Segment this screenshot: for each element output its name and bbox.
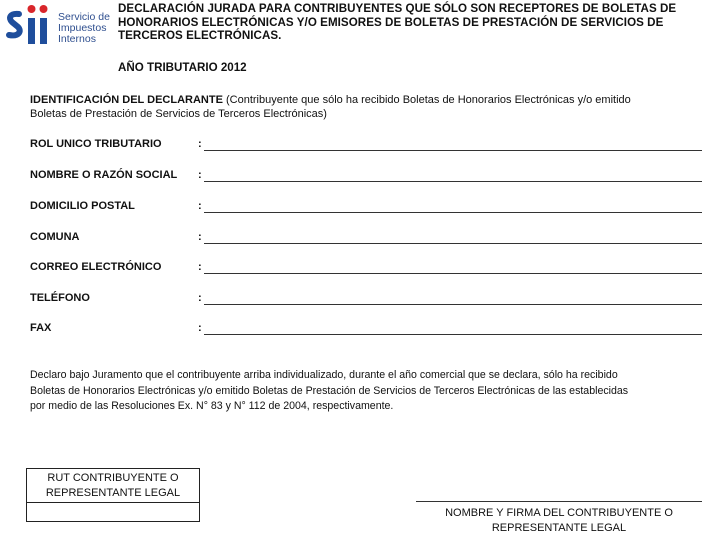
- sii-logo-mark: [4, 2, 54, 48]
- field-correo-line[interactable]: [204, 273, 702, 274]
- field-telefono-line[interactable]: [204, 304, 702, 305]
- title-line-1: DECLARACIÓN JURADA PARA CONTRIBUYENTES QUE SÓLO SON RECEPTORES DE BOLETAS DE: [118, 2, 677, 15]
- field-domicilio-label: DOMICILIO POSTAL: [30, 200, 135, 212]
- sworn-declaration: [30, 368, 710, 415]
- field-rut-colon: :: [198, 138, 202, 150]
- signature-line-1: NOMBRE Y FIRMA DEL CONTRIBUYENTE O: [445, 507, 673, 519]
- identification-heading: IDENTIFICACIÓN DEL DECLARANTE: [30, 94, 223, 106]
- logo-org-name: [58, 12, 110, 45]
- rut-box-line-1: RUT CONTRIBUYENTE O: [47, 472, 179, 484]
- field-rut[interactable]: [30, 138, 702, 154]
- declaration-line-2: Boletas de Honorarios Electrónicas y/o emitido Boletas de Prestación de Servicios de Terceros Electrónicas de las establecidas: [30, 384, 629, 397]
- field-domicilio-colon: :: [198, 200, 202, 212]
- signature-line-2: REPRESENTANTE LEGAL: [491, 522, 627, 534]
- tax-year: AÑO TRIBUTARIO 2012: [118, 61, 247, 74]
- field-fax-colon: :: [198, 322, 202, 334]
- field-fax[interactable]: [30, 322, 702, 338]
- field-comuna[interactable]: [30, 231, 702, 247]
- field-telefono-colon: :: [198, 292, 202, 304]
- field-rut-line[interactable]: [204, 150, 702, 151]
- document-title: [118, 2, 708, 43]
- sii-logo: [4, 2, 112, 48]
- field-correo-label: CORREO ELECTRÓNICO: [30, 261, 162, 273]
- field-comuna-label: COMUNA: [30, 231, 80, 243]
- rut-box-input-cell[interactable]: [27, 503, 199, 519]
- logo-org-line2: Impuestos: [58, 22, 107, 34]
- field-comuna-line[interactable]: [204, 243, 702, 244]
- rut-box-line-2: REPRESENTANTE LEGAL: [45, 487, 181, 499]
- declaration-line-1: Declaro bajo Juramento que el contribuyente arriba individualizado, durante el año comercial que se declara, sólo ha recibido: [30, 369, 618, 381]
- declaration-line-3: por medio de las Resoluciones Ex. N° 83 y N° 112 de 2004, respectivamente.: [30, 400, 394, 412]
- identification-note-1: (Contribuyente que sólo ha recibido Boletas de Honorarios Electrónicas y/o emitido: [222, 94, 631, 106]
- field-correo-colon: :: [198, 261, 202, 273]
- field-nombre-label: NOMBRE O RAZÓN SOCIAL: [30, 169, 178, 181]
- rut-box: [26, 468, 200, 522]
- field-nombre-colon: :: [198, 169, 202, 181]
- title-line-3: TERCEROS ELECTRÓNICAS.: [118, 29, 282, 42]
- field-comuna-colon: :: [198, 231, 202, 243]
- field-nombre-line[interactable]: [204, 181, 702, 182]
- field-domicilio-line[interactable]: [204, 212, 702, 213]
- field-rut-label: ROL UNICO TRIBUTARIO: [30, 138, 162, 150]
- field-telefono-label: TELÉFONO: [30, 292, 90, 304]
- field-correo[interactable]: [30, 261, 702, 277]
- field-telefono[interactable]: [30, 292, 702, 308]
- field-fax-line[interactable]: [204, 334, 702, 335]
- logo-org-line1: Servicio de: [58, 11, 110, 23]
- logo-org-line3: Internos: [58, 33, 96, 45]
- signature-label: [416, 506, 702, 536]
- rut-box-label: [27, 469, 199, 503]
- identification-note-2: Boletas de Prestación de Servicios de Terceros Electrónicas): [30, 108, 327, 120]
- field-nombre[interactable]: [30, 169, 702, 185]
- signature-line[interactable]: [416, 501, 702, 502]
- title-line-2: HONORARIOS ELECTRÓNICAS Y/O EMISORES DE BOLETAS DE PRESTACIÓN DE SERVICIOS DE: [118, 15, 664, 29]
- identification-section: [30, 93, 710, 121]
- field-fax-label: FAX: [30, 322, 52, 334]
- field-domicilio[interactable]: [30, 200, 702, 216]
